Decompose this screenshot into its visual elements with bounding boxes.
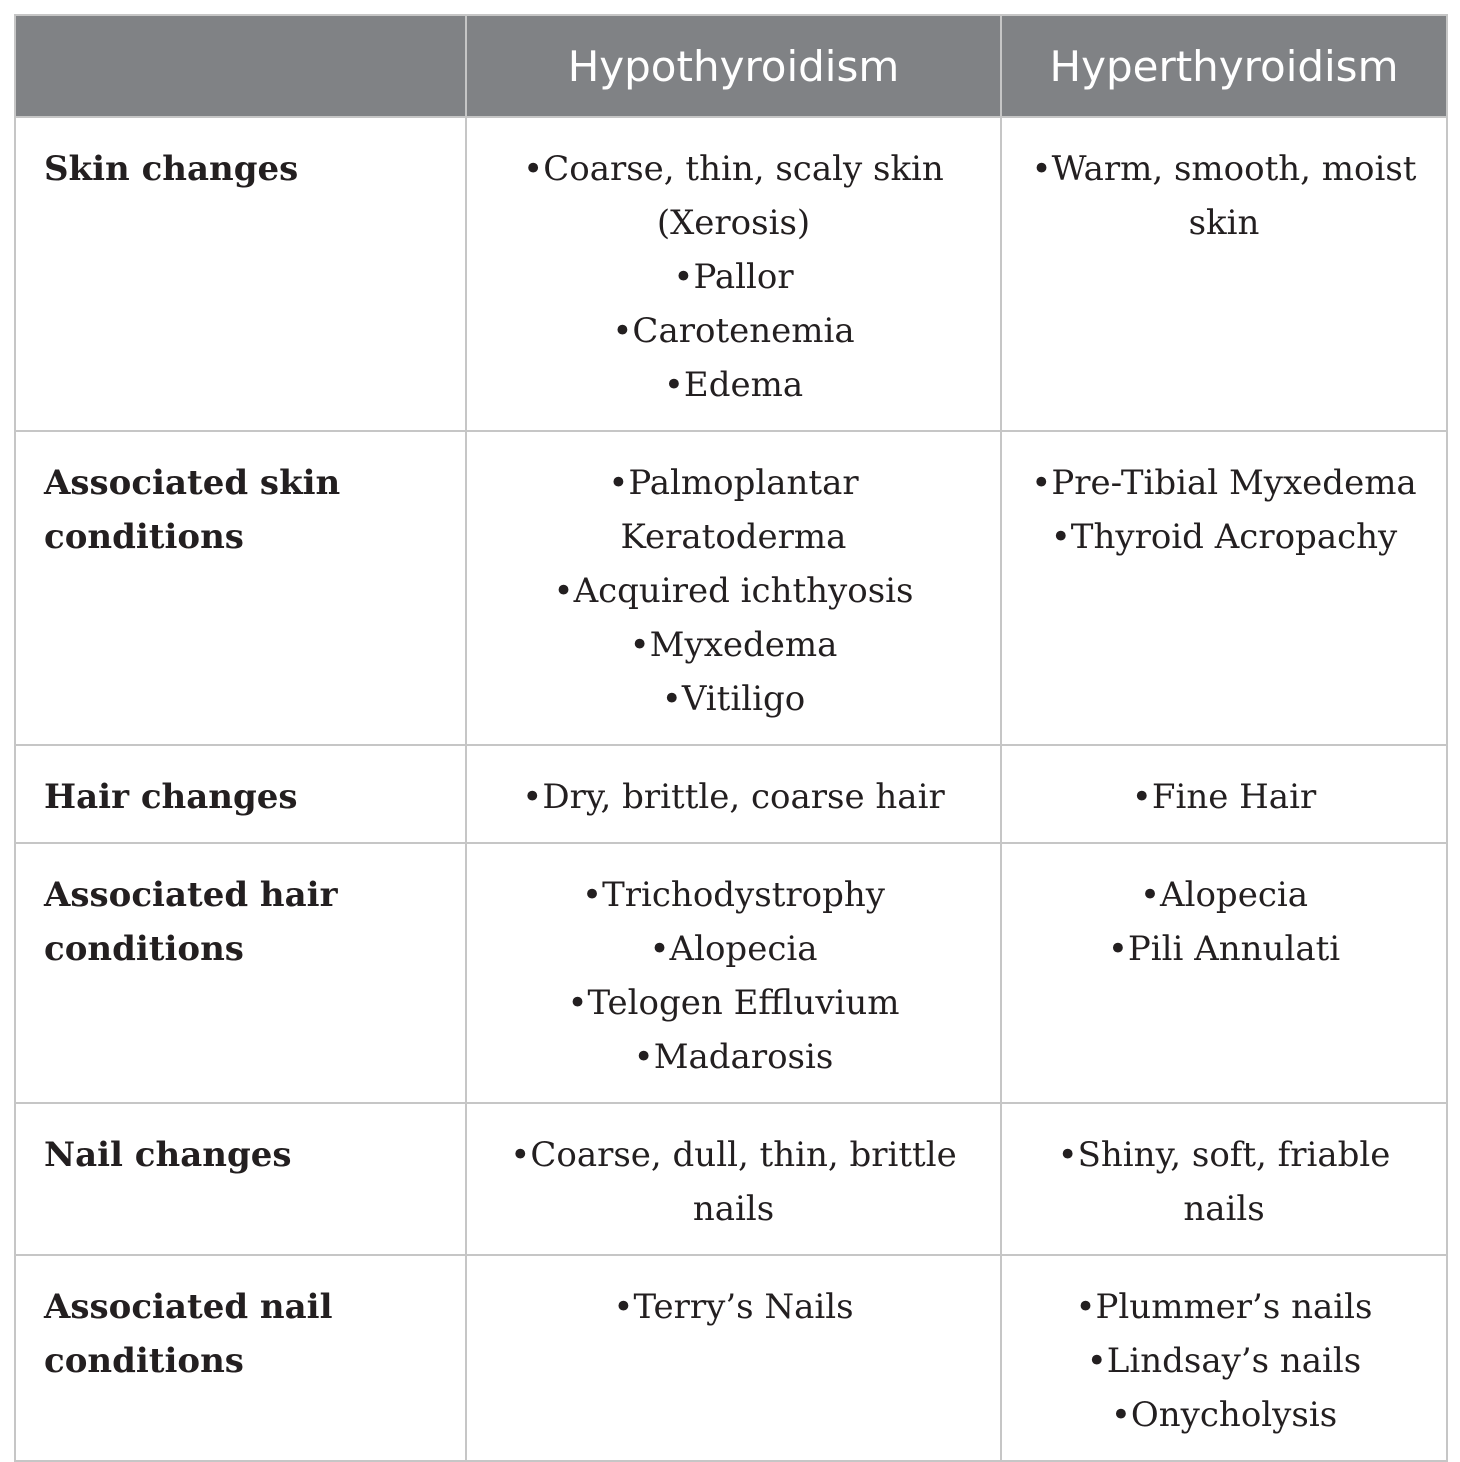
list-item: •Pili Annulati: [1107, 929, 1341, 969]
hyper-cell: [1001, 1103, 1447, 1255]
list-item: •Lindsay’s nails: [1086, 1341, 1362, 1381]
row-label: Nail changes: [15, 1103, 466, 1255]
hypo-cell: [466, 117, 1001, 431]
table-row: [15, 745, 1447, 843]
list-item: •Palmoplantar Keratoderma: [608, 463, 859, 557]
list-item: •Pallor: [673, 257, 794, 297]
list-item: •Vitiligo: [661, 679, 806, 719]
table-row: [15, 843, 1447, 1103]
table-row: [15, 117, 1447, 431]
list-item: •Coarse, dull, thin, brittle nails: [510, 1135, 957, 1229]
row-label: Skin changes: [15, 117, 466, 431]
header-hypothyroidism: Hypothyroidism: [466, 15, 1001, 117]
list-item: •Alopecia: [1139, 875, 1309, 915]
header-row: [15, 15, 1447, 117]
list-item: •Trichodystrophy: [582, 875, 885, 915]
hyper-cell: [1001, 117, 1447, 431]
row-label: Hair changes: [15, 745, 466, 843]
list-item: •Madarosis: [633, 1037, 834, 1077]
list-item: •Terry’s Nails: [613, 1287, 854, 1327]
hypo-cell: [466, 745, 1001, 843]
hypo-cell: [466, 1255, 1001, 1461]
list-item: •Myxedema: [629, 625, 838, 665]
table-row: [15, 1103, 1447, 1255]
table-row: [15, 1255, 1447, 1461]
list-item: •Onycholysis: [1110, 1395, 1338, 1435]
row-label: Associated skin conditions: [15, 431, 466, 745]
row-label: Associated hair conditions: [15, 843, 466, 1103]
header-corner-cell: [15, 15, 466, 117]
hypo-cell: [466, 843, 1001, 1103]
list-item: •Coarse, thin, scaly skin (Xerosis): [523, 149, 944, 243]
list-item: •Shiny, soft, friable nails: [1057, 1135, 1391, 1229]
list-item: •Telogen Effluvium: [567, 983, 900, 1023]
list-item: •Thyroid Acropachy: [1050, 517, 1398, 557]
list-item: •Carotenemia: [612, 311, 855, 351]
list-item: •Acquired ichthyosis: [553, 571, 914, 611]
hyper-cell: [1001, 1255, 1447, 1461]
list-item: •Warm, smooth, moist skin: [1031, 149, 1417, 243]
list-item: •Dry, brittle, coarse hair: [522, 777, 945, 817]
list-item: •Edema: [663, 365, 804, 405]
table-row: [15, 431, 1447, 745]
row-label: Associated nail conditions: [15, 1255, 466, 1461]
hyper-cell: [1001, 745, 1447, 843]
hypo-cell: [466, 431, 1001, 745]
hyper-cell: [1001, 431, 1447, 745]
list-item: •Alopecia: [649, 929, 818, 969]
hyper-cell: [1001, 843, 1447, 1103]
list-item: •Fine Hair: [1131, 777, 1317, 817]
thyroid-comparison-table: [14, 14, 1448, 1462]
list-item: •Pre-Tibial Myxedema: [1031, 463, 1417, 503]
list-item: •Plummer’s nails: [1075, 1287, 1373, 1327]
header-hyperthyroidism: Hyperthyroidism: [1001, 15, 1447, 117]
hypo-cell: [466, 1103, 1001, 1255]
